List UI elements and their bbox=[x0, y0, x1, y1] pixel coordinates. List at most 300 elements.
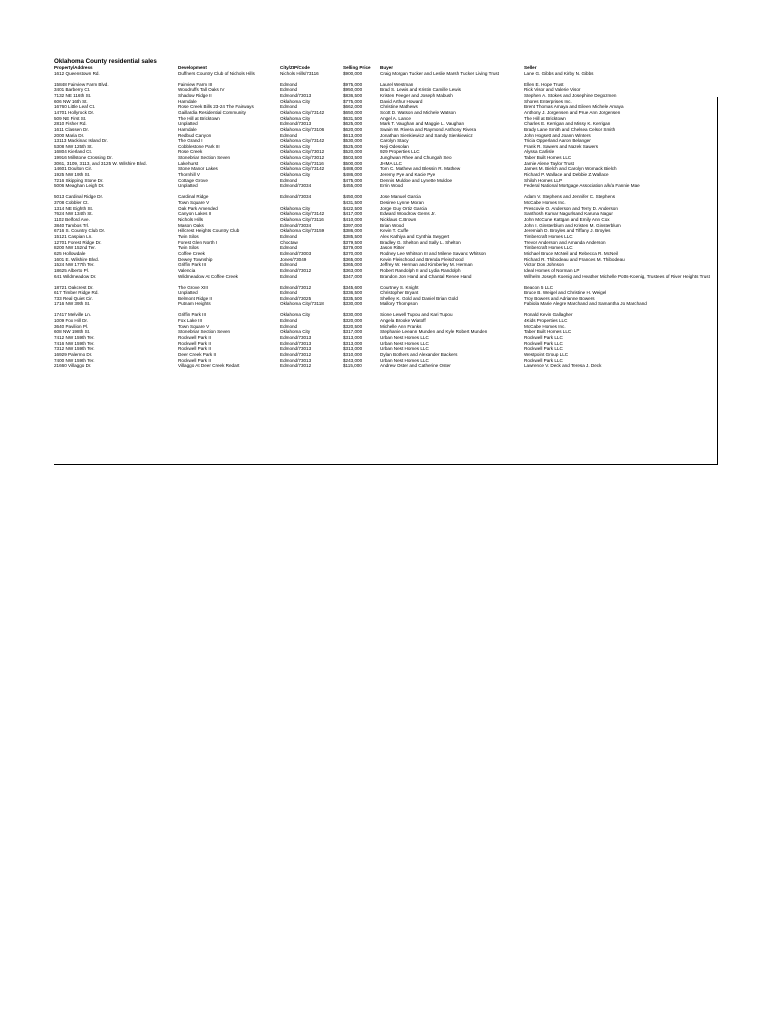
cell-buyer: Urban Nest Homes LLC bbox=[380, 357, 429, 363]
cell-development: Woodruffs Tall Oaks IV bbox=[178, 87, 225, 93]
cell-price: $950,000 bbox=[343, 87, 363, 93]
cell-city-zip: Edmond/73013 bbox=[280, 340, 312, 346]
cell-development: Mason Oaks bbox=[178, 222, 204, 228]
cell-city-zip: Edmond bbox=[280, 318, 298, 324]
cell-city-zip: Edmond/73012 bbox=[280, 352, 312, 358]
cell-price: $475,000 bbox=[343, 177, 363, 183]
cell-buyer: Kevin T. Cuffe bbox=[380, 228, 409, 234]
cell-property: 1611 Classen Dr. bbox=[54, 126, 89, 132]
cell-property: 12701 Forest Ridge Dr. bbox=[54, 239, 102, 245]
cell-seller: Anthony J. Jorgensen and Prue Ann Jorgensen bbox=[524, 109, 621, 115]
cell-property: 7216 Skipping Stone Dr. bbox=[54, 177, 104, 183]
cell-seller: Beacon 5 LLC bbox=[524, 284, 554, 290]
cell-seller: John I. Ginsterblum and Kristen M. Ginsterblum bbox=[524, 222, 621, 228]
cell-price: $115,000 bbox=[343, 363, 362, 369]
cell-city-zip: Edmond bbox=[280, 81, 298, 87]
cell-property: 18625 Alberto Pl. bbox=[54, 267, 89, 273]
cell-price: $975,000 bbox=[343, 81, 363, 87]
cell-city-zip: Oklahoma City/73012 bbox=[280, 149, 325, 155]
cell-development: Town Square V bbox=[178, 323, 210, 329]
cell-price: $365,000 bbox=[343, 262, 363, 268]
cell-development: Forest Glen North I bbox=[178, 239, 218, 245]
cell-city-zip: Edmond/73013 bbox=[280, 346, 312, 352]
cell-price: $313,000 bbox=[343, 340, 363, 346]
cell-development: Town Square V bbox=[178, 200, 210, 206]
cell-property: 1102 Belford Ave. bbox=[54, 217, 90, 222]
cell-seller: Michael Bruce McNeil and Rebecca R. McNeil bbox=[524, 250, 618, 256]
cell-buyer: Brandon Jon Hand and Chantal Renee Hand bbox=[380, 273, 472, 279]
cell-development: Belmont Ridge II bbox=[178, 295, 212, 301]
cell-price: $379,500 bbox=[343, 239, 363, 245]
cell-price: $900,000 bbox=[343, 70, 363, 76]
cell-city-zip: Oklahoma City bbox=[280, 329, 311, 335]
cell-buyer: Urban Nest Homes LLC bbox=[380, 346, 429, 352]
cell-city-zip: Oklahoma City/73106 bbox=[280, 126, 325, 132]
cell-development: Gaillardia Residential Community bbox=[178, 109, 246, 115]
cell-seller: McCabe Homes Inc. bbox=[524, 200, 566, 206]
cell-property: 606 NW 16th St. bbox=[54, 98, 88, 104]
cell-buyer: Courtney S. Knight bbox=[380, 284, 419, 290]
cell-seller: Rick Visor and Valerie Visor bbox=[524, 87, 581, 93]
cell-city-zip: Oklahoma City/73012 bbox=[280, 155, 325, 161]
cell-property: 18721 Oakcrest Dr. bbox=[54, 284, 94, 290]
cell-property: 7416 NW 159th Ter. bbox=[54, 340, 95, 346]
cell-seller: Brady Lane Smith and Chelsea Celsor Smith bbox=[524, 126, 616, 132]
cell-price: $431,500 bbox=[343, 200, 363, 206]
cell-seller: James M. Bielch and Carolyn Womack Bielch bbox=[524, 166, 617, 172]
document-title: Oklahoma County residential sales bbox=[54, 58, 157, 65]
cell-price: $330,000 bbox=[343, 301, 363, 307]
cell-city-zip: Oklahoma City/73142 bbox=[280, 109, 325, 115]
cell-seller: John McCune Kattgan and Emily Ann Cox bbox=[524, 217, 610, 222]
cell-property: 17417 Melville Ln. bbox=[54, 312, 92, 318]
cell-development: Stone Manor Lakes bbox=[178, 166, 218, 172]
cell-property: 3708 Cobbler Ct. bbox=[54, 200, 89, 206]
cell-city-zip: Edmond/73034 bbox=[280, 194, 312, 200]
cell-development: Putnam Heights bbox=[178, 301, 211, 307]
cell-development: Griffin Park III bbox=[178, 312, 206, 318]
cell-city-zip: Edmond/73012 bbox=[280, 267, 312, 273]
cell-property: 7412 NW 159th Ter. bbox=[54, 335, 95, 341]
cell-development: Griffin Park III bbox=[178, 262, 206, 268]
cell-buyer: Neji Odesolan bbox=[380, 143, 409, 149]
cell-buyer: Jeremy Pye and Kacie Pye bbox=[380, 172, 436, 178]
cell-seller: Taber Built Homes LLC bbox=[524, 155, 572, 161]
cell-buyer: Christine Mathews bbox=[380, 104, 418, 110]
cell-property: 14601 Doulton Cir. bbox=[54, 166, 93, 172]
cell-property: 15848 Fairview Farm Blvd. bbox=[54, 81, 109, 87]
cell-price: $370,000 bbox=[343, 250, 363, 256]
cell-property: 733 Real Quiet Cir. bbox=[54, 295, 93, 301]
cell-seller: John Hogsett and Joann Winters bbox=[524, 132, 591, 138]
cell-seller: Prescovie O. Anderson and Terry D. Anderson bbox=[524, 205, 618, 211]
cell-seller: Rockwell Park LLC bbox=[524, 335, 563, 341]
cell-seller: Rockwell Park LLC bbox=[524, 357, 563, 363]
cell-buyer: Laurel Westman bbox=[380, 81, 414, 87]
cell-development: Canyon Lakes II bbox=[178, 211, 212, 217]
cell-buyer: David Arthur Howard bbox=[380, 98, 423, 104]
cell-price: $336,500 bbox=[343, 290, 363, 296]
cell-property: 3640 Pavilion Pl. bbox=[54, 323, 89, 329]
cell-seller: Rockwell Park LLC bbox=[524, 340, 563, 346]
header-buyer: Buyer bbox=[380, 65, 394, 70]
cell-buyer: Angel A. Lance bbox=[380, 115, 411, 121]
cell-buyer: Craig Morgan Tucker and Leslie Marsh Tucker Living Trust bbox=[380, 70, 499, 76]
cell-buyer: Desiree Lynne Moran bbox=[380, 200, 424, 206]
cell-property: 16804 Kierland Ct. bbox=[54, 149, 93, 155]
cell-property: 5308 NW 125th St. bbox=[54, 143, 93, 149]
cell-seller: Santhosh Kumar Nagurlsand Karuna Nagur bbox=[524, 211, 613, 217]
cell-price: $320,500 bbox=[343, 323, 363, 329]
cell-seller: Richard P. Wallace and Debbie Z.Wallace bbox=[524, 172, 609, 178]
cell-development: Wildmeadow At Coffee Creek bbox=[178, 273, 238, 279]
cell-city-zip: Oklahoma City/73116 bbox=[280, 217, 324, 222]
cell-price: $345,600 bbox=[343, 284, 363, 290]
cell-buyer: Mark T. Vaughan and Maggie L. Vaughan bbox=[380, 121, 465, 127]
cell-seller: Ellen E. Hope Trust bbox=[524, 81, 564, 87]
cell-buyer: Jeffrey W. Herman and Kimberley M. Herman bbox=[380, 262, 473, 268]
cell-buyer: Stephanie Leeann Munden and Kyle Robert Munden bbox=[380, 329, 488, 335]
cell-price: $530,000 bbox=[343, 138, 363, 144]
cell-buyer: Alex Kathiya and Cynthia Swygert bbox=[380, 233, 450, 239]
cell-buyer: Christopher Bryant bbox=[380, 290, 419, 296]
cell-buyer: Urban Nest Homes LLC bbox=[380, 335, 429, 341]
cell-city-zip: Edmond bbox=[280, 245, 298, 251]
cell-property: 16760 Little Leaf Ct. bbox=[54, 104, 96, 110]
cell-city-zip: Edmond bbox=[280, 273, 298, 279]
cell-buyer: Jonathan Sienkiewicz and Sandy Sienkiewicz bbox=[380, 132, 473, 138]
cell-development: Shadow Ridge II bbox=[178, 92, 212, 98]
cell-seller: Frank R. Sawers and Nazek Sawers bbox=[524, 143, 599, 149]
cell-property: 1925 NW 19th St. bbox=[54, 172, 91, 178]
cell-development: Deer Creek Park II bbox=[178, 352, 217, 358]
cell-property: 14701 Hollyrock Dr. bbox=[54, 109, 95, 115]
cell-city-zip: Edmond bbox=[280, 132, 298, 138]
cell-buyer: Angela Brooke Wiatoff bbox=[380, 318, 426, 324]
cell-seller: Lawrence V. Deck and Teresa J. Deck bbox=[524, 363, 602, 369]
cell-city-zip: Oklahoma City/73118 bbox=[280, 301, 324, 307]
cell-buyer: Urban Nest Homes LLC bbox=[380, 340, 429, 346]
cell-property: 509 NE First St. bbox=[54, 115, 87, 121]
cell-city-zip: Oklahoma City bbox=[280, 115, 311, 121]
cell-city-zip: Edmond/73003 bbox=[280, 250, 312, 256]
cell-buyer: Carolyn Stacy bbox=[380, 138, 409, 144]
cell-city-zip: Oklahoma City/73142 bbox=[280, 211, 325, 217]
cell-seller: Adam V. Stephens and Jennifer C. Stephens bbox=[524, 194, 615, 200]
cell-buyer: Swain W. Rivera and Raymond Anthony Rivera bbox=[380, 126, 477, 132]
cell-city-zip: Edmond bbox=[280, 177, 298, 183]
cell-buyer: Robert Randolph II and Lydia Randolph bbox=[380, 267, 461, 273]
cell-development: Cardinal Ridge bbox=[178, 194, 209, 200]
cell-buyer: Dennis Muldoe and Lynette Muldoe bbox=[380, 177, 453, 183]
cell-price: $410,000 bbox=[343, 217, 363, 222]
cell-seller: Wilhelm Joseph Koenig and Heather Michelle Potts-Koenig, Trustees of River Heights Trust bbox=[524, 273, 710, 279]
cell-buyer: Shelley K. Gold and Daniel Brian Gold bbox=[380, 295, 458, 301]
cell-seller: Timbercraft Homes LLC bbox=[524, 245, 573, 251]
cell-price: $379,000 bbox=[343, 245, 363, 251]
cell-price: $365,000 bbox=[343, 256, 363, 262]
cell-city-zip: Edmond bbox=[280, 87, 298, 93]
cell-price: $310,000 bbox=[343, 352, 363, 358]
cell-price: $243,000 bbox=[343, 357, 363, 363]
cell-price: $450,000 bbox=[343, 194, 363, 200]
cell-price: $650,000 bbox=[343, 109, 363, 115]
cell-city-zip: Choctaw bbox=[280, 239, 298, 245]
cell-development: Rockwell Park II bbox=[178, 335, 211, 341]
cell-buyer: Scott D. Watson and Michele Watson bbox=[380, 109, 456, 115]
cell-seller: Timbercraft Homes LLC bbox=[524, 233, 573, 239]
cell-seller: Shiloh Homes LLP bbox=[524, 177, 563, 183]
cell-seller: Stephen A. Stokes and Josephine Degozmen bbox=[524, 92, 617, 98]
cell-price: $486,000 bbox=[343, 172, 363, 178]
cell-price: $320,000 bbox=[343, 318, 363, 324]
cell-buyer: Sione Lewell Tupou and Kari Tupou bbox=[380, 312, 453, 318]
cell-development: Valencia bbox=[178, 267, 196, 273]
cell-buyer: Bradley G. Shelton and Sally L. Shelton bbox=[380, 239, 461, 245]
cell-city-zip: Nichols Hills/73116 bbox=[280, 70, 319, 76]
cell-city-zip: Edmond bbox=[280, 323, 298, 329]
cell-development: Villaggo At Deer Creek Redart bbox=[178, 363, 240, 369]
cell-buyer: Andrew Oster and Catherine Oster bbox=[380, 363, 451, 369]
cell-property: 5013 Cardinal Ridge Dr. bbox=[54, 194, 104, 200]
cell-city-zip: Edmond/73025 bbox=[280, 295, 312, 301]
header-city-zip: City/ZIP/Code bbox=[280, 65, 310, 70]
cell-development: Stonebriar Section Seven bbox=[178, 155, 231, 161]
cell-development: The Grand I bbox=[178, 138, 203, 144]
cell-city-zip: Oklahoma City bbox=[280, 205, 311, 211]
cell-buyer: Edward Woodrow Gems Jr. bbox=[380, 211, 436, 217]
cell-price: $503,500 bbox=[343, 155, 363, 161]
cell-city-zip: Oklahoma City bbox=[280, 172, 311, 178]
cell-property: 15121 Caspian Ln. bbox=[54, 233, 93, 239]
cell-property: 3061, 3109, 3113, and 3125 W. Wilshire Blvd. bbox=[54, 160, 147, 166]
cell-city-zip: Edmond bbox=[280, 233, 298, 239]
cell-development: Oak Park Amended bbox=[178, 205, 218, 211]
cell-seller: Ronald Kevin Gallagher bbox=[524, 312, 573, 318]
cell-price: $397,000 bbox=[343, 222, 363, 228]
cell-price: $330,000 bbox=[343, 312, 363, 318]
cell-property: 5006 Meaghan Leigh Dr. bbox=[54, 183, 105, 189]
cell-price: $775,000 bbox=[343, 98, 363, 104]
cell-city-zip: Oklahoma City bbox=[280, 98, 311, 104]
header-development: Development bbox=[178, 65, 207, 70]
cell-price: $363,000 bbox=[343, 267, 363, 273]
cell-seller: Alyssa Carlisle bbox=[524, 149, 555, 155]
cell-city-zip: Edmond bbox=[280, 262, 298, 268]
cell-property: 2000 Maria Dr. bbox=[54, 132, 85, 138]
cell-price: $385,500 bbox=[343, 233, 363, 239]
cell-seller: Taber Built Homes LLC bbox=[524, 329, 572, 335]
cell-development: Twin Silos bbox=[178, 233, 199, 239]
sales-document bbox=[54, 58, 718, 369]
cell-city-zip: Jones/73049 bbox=[280, 256, 307, 262]
cell-property: 7132 NE 116th St. bbox=[54, 92, 92, 98]
cell-buyer: Jose Manuel Garcia bbox=[380, 194, 421, 200]
cell-property: 7312 NW 159th Ter. bbox=[54, 346, 95, 352]
cell-property: 16929 Palermo Dr. bbox=[54, 352, 93, 358]
cell-price: $488,000 bbox=[343, 166, 363, 172]
cell-buyer: Kevin Fleischood and Brenda Fleischood bbox=[380, 256, 464, 262]
cell-price: $335,500 bbox=[343, 295, 363, 301]
cell-development: Redbud Canyon bbox=[178, 132, 212, 138]
cell-development: Harndale bbox=[178, 98, 197, 104]
cell-property: 1612 Queenstown Rd. bbox=[54, 70, 100, 76]
cell-city-zip: Edmond bbox=[280, 104, 298, 110]
cell-price: $386,000 bbox=[343, 228, 363, 234]
cell-city-zip: Edmond/73013 bbox=[280, 357, 312, 363]
cell-development: Unplatted bbox=[178, 183, 198, 189]
cell-development: Hillcrest Heights Country Club bbox=[178, 228, 240, 234]
cell-seller: Brent Thomas Amaya and Eileen Michele Amaya bbox=[524, 104, 624, 110]
table-row bbox=[54, 363, 718, 369]
cell-price: $313,000 bbox=[343, 346, 363, 352]
cell-price: $417,000 bbox=[343, 211, 363, 217]
cell-city-zip: Edmond/73034 bbox=[280, 183, 312, 189]
cell-city-zip: Edmond/73013 bbox=[280, 121, 312, 127]
cell-seller: Rockwell Park LLC bbox=[524, 346, 563, 352]
cell-property: 21660 Villaggo Dr. bbox=[54, 363, 92, 369]
cell-development: Lakehurst bbox=[178, 160, 199, 166]
cell-buyer: Rodney Lee Whitson III and Milene Savanc Whitson bbox=[380, 250, 486, 256]
cell-development: Fairview Farm III bbox=[178, 81, 213, 87]
cell-property: 1009 Fox Hill Dr. bbox=[54, 318, 88, 324]
cell-property: 1601 E. Wilshire Blvd. bbox=[54, 256, 99, 262]
cell-price: $525,000 bbox=[343, 143, 363, 149]
cell-price: $347,000 bbox=[343, 273, 363, 279]
cell-city-zip: Edmond bbox=[280, 290, 298, 296]
cell-seller: Jamie Alene Taylor Trust bbox=[524, 160, 574, 166]
cell-property: 617 Timber Ridge Rd. bbox=[54, 290, 99, 296]
cell-buyer: Dylan Bothers and Alexander Backers bbox=[380, 352, 458, 358]
cell-price: $422,500 bbox=[343, 205, 363, 211]
cell-buyer: Mallory Thompson bbox=[380, 301, 418, 307]
cell-seller: Westpoint Group LLC bbox=[524, 352, 569, 358]
cell-price: $662,000 bbox=[343, 104, 363, 110]
cell-seller: Ideal Homes of Norman LP bbox=[524, 267, 580, 273]
cell-development: The Hill at Bricktown bbox=[178, 115, 220, 121]
cell-property: 1524 NW 177th Ter. bbox=[54, 262, 95, 268]
cell-seller: Federal National Mortgage Association a/k/a Fannie Mae bbox=[524, 183, 640, 189]
cell-development: Rockwell Park II bbox=[178, 357, 211, 363]
header-property: Property/Address bbox=[54, 65, 93, 70]
cell-buyer: Junghwan Rhee and Chungah Seo bbox=[380, 155, 452, 161]
cell-property: 7624 NW 134th St. bbox=[54, 211, 93, 217]
cell-seller: Troy Bowers and Adrianne Bowers bbox=[524, 295, 595, 301]
cell-development: Duffners Country Club of Nichols Hills bbox=[178, 70, 255, 76]
table-body bbox=[54, 71, 718, 369]
cell-seller: Bruce B. Weigel and Christine H. Weigel bbox=[524, 290, 607, 296]
cell-buyer: JHMA LLC bbox=[380, 160, 402, 166]
cell-buyer: Nicklaus C.Brown bbox=[380, 217, 417, 222]
cell-buyer: Jason Ritter bbox=[380, 245, 405, 251]
cell-development: Fox Lake III bbox=[178, 318, 203, 324]
cell-price: $620,000 bbox=[343, 126, 363, 132]
cell-city-zip: Oklahoma City/73142 bbox=[280, 138, 325, 144]
cell-development: Thornhill V bbox=[178, 172, 200, 178]
cell-development: Harndale bbox=[178, 126, 197, 132]
cell-seller: Jeremiah D. Broyles and Tiffany J. Broyles bbox=[524, 228, 611, 234]
cell-property: 641 Wildmeadow Dr. bbox=[54, 273, 97, 279]
cell-property: 608 NW 198th St. bbox=[54, 329, 91, 335]
cell-city-zip: Oklahoma City bbox=[280, 312, 311, 318]
cell-price: $613,000 bbox=[343, 132, 363, 138]
header-seller: Seller bbox=[524, 65, 537, 70]
header-price: Selling Price bbox=[343, 65, 371, 70]
cell-seller: Lane G. Gibbs and Kirby N. Gibbs bbox=[524, 70, 594, 76]
cell-property: 1314 NE Eighth St. bbox=[54, 205, 94, 211]
cell-city-zip: Edmond/73012 bbox=[280, 363, 312, 369]
cell-property: 13113 Mackinac Island Dr. bbox=[54, 138, 108, 144]
cell-buyer: Tom C. Mathew and Blessin R. Mathew bbox=[380, 166, 461, 172]
cell-property: 3401 Barberry Ct. bbox=[54, 87, 91, 93]
cell-city-zip: Edmond/73012 bbox=[280, 284, 312, 290]
cell-price: $313,000 bbox=[343, 335, 363, 341]
cell-property: 6716 S. Country Club Dr. bbox=[54, 228, 106, 234]
cell-seller: Fabiola Marie Alegre Marchand and Samantha Jo Marchand bbox=[524, 301, 647, 307]
cell-seller: Charles E. Kerrigan and Missy K. Kerrigan bbox=[524, 121, 611, 127]
cell-seller: Victor Don Johnson bbox=[524, 262, 565, 268]
cell-seller: Trevor Anderson and Amanda Anderson bbox=[524, 239, 606, 245]
cell-development: Rockwell Park II bbox=[178, 346, 211, 352]
cell-city-zip: Edmond/73013 bbox=[280, 335, 312, 341]
cell-buyer: Brad S. Lewis and Kristin Camille Lewis bbox=[380, 87, 461, 93]
cell-price: $455,000 bbox=[343, 183, 363, 189]
cell-seller: The Hill at Bricktown bbox=[524, 115, 566, 121]
cell-city-zip: Edmond/73013 bbox=[280, 92, 312, 98]
cell-development: The Grove XIII bbox=[178, 284, 208, 290]
cell-price: $500,000 bbox=[343, 160, 363, 166]
cell-property: 1716 NW 39th St. bbox=[54, 301, 91, 307]
cell-buyer: Kristen Feeger and Joseph Mabush bbox=[380, 92, 453, 98]
cell-development: Rose Creek bbox=[178, 149, 203, 155]
cell-property: 3840 Tambos Trl. bbox=[54, 222, 90, 228]
cell-development: Dewey Township bbox=[178, 256, 213, 262]
sales-table bbox=[54, 65, 718, 369]
cell-development: Coffee Creek bbox=[178, 250, 205, 256]
cell-city-zip: Edmond/73034 bbox=[280, 222, 312, 228]
cell-development: Unplatted bbox=[178, 290, 198, 296]
cell-seller: 4Kids Properties LLC bbox=[524, 318, 568, 324]
cell-buyer: Brian Wood bbox=[380, 222, 404, 228]
cell-price: $625,000 bbox=[343, 121, 363, 127]
cell-property: 8200 NW 152nd Ter. bbox=[54, 245, 96, 251]
cell-development: Rose Creek Bills 23-24 The Fairways bbox=[178, 104, 254, 110]
cell-city-zip: Oklahoma City/73142 bbox=[280, 166, 325, 172]
cell-property: 2810 Fisher Rd. bbox=[54, 121, 87, 127]
cell-seller: McCabe Homes Inc. bbox=[524, 323, 566, 329]
cell-development: Twin Silos bbox=[178, 245, 199, 251]
cell-development: Stonebriar Section Seven bbox=[178, 329, 231, 335]
cell-development: Rockwell Park II bbox=[178, 340, 211, 346]
cell-property: 625 Hollowdale bbox=[54, 250, 86, 256]
cell-development: Cottage Grove bbox=[178, 177, 208, 183]
cell-seller: Tricia Opperland Aaron Belanger bbox=[524, 138, 591, 144]
cell-buyer: Errin Wood bbox=[380, 183, 403, 189]
cell-seller: Shores Enterprises Inc. bbox=[524, 98, 572, 104]
cell-development: Nichols Hills bbox=[178, 217, 204, 222]
cell-buyer: 929 Properties LLC bbox=[380, 149, 420, 155]
cell-property: 19916 Millstone Crossing Dr. bbox=[54, 155, 113, 161]
cell-seller: Richard R. Thibodeau and Frances M. Thibodeau bbox=[524, 256, 625, 262]
cell-buyer: Jorge Guy Ortiz Garcia bbox=[380, 205, 427, 211]
cell-city-zip: Oklahoma City/73116 bbox=[280, 160, 324, 166]
cell-city-zip: Oklahoma City/73159 bbox=[280, 228, 325, 234]
cell-development: Unplatted bbox=[178, 121, 198, 127]
cell-property: 7400 NW 159th Ter. bbox=[54, 357, 95, 363]
cell-price: $631,500 bbox=[343, 115, 363, 121]
cell-development: Cobblestone Park III bbox=[178, 143, 220, 149]
cell-city-zip: Oklahoma City bbox=[280, 143, 311, 149]
